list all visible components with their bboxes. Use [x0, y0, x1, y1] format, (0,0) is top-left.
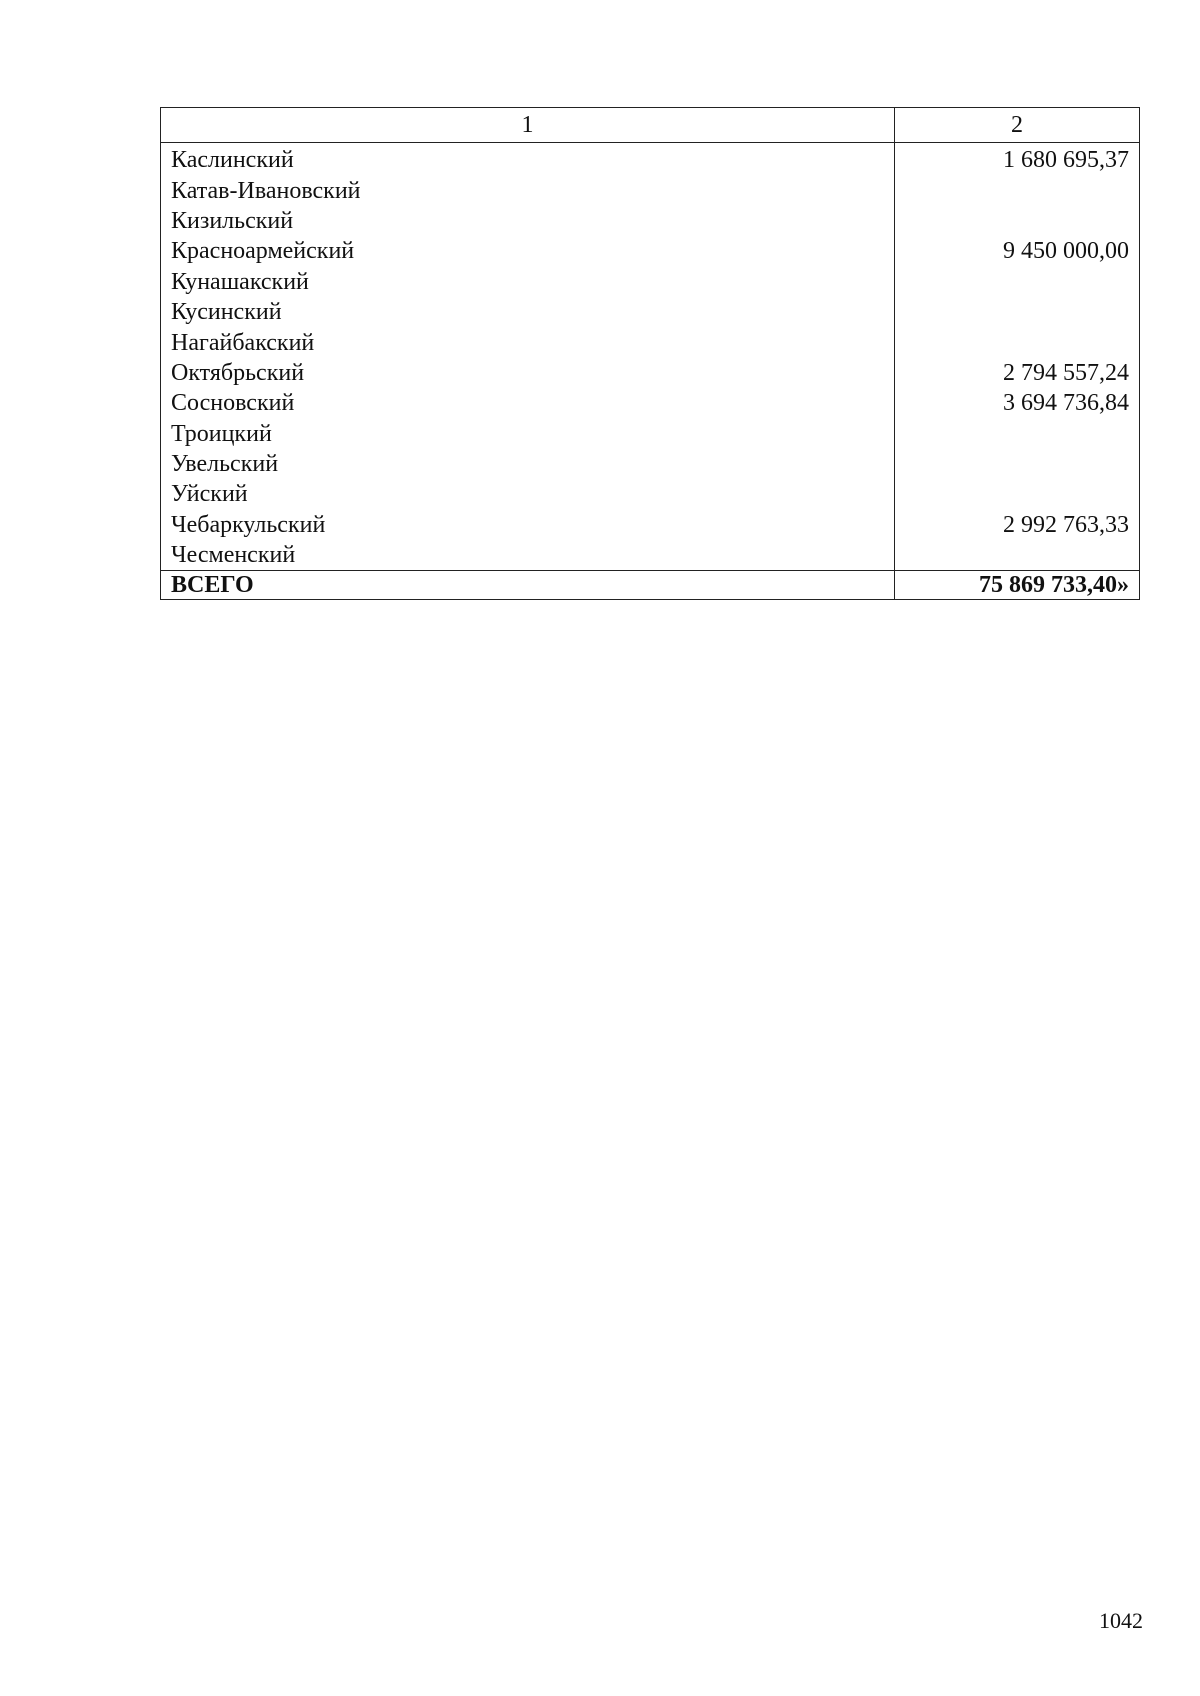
amount-value	[895, 479, 1140, 509]
table-row	[161, 297, 1140, 327]
amount-value	[895, 449, 1140, 479]
amount-value: 1 680 695,37	[895, 143, 1140, 176]
amount-value	[895, 327, 1140, 357]
page-number: 1042	[1099, 1608, 1143, 1633]
amount-value	[895, 297, 1140, 327]
district-name: Чебаркульский	[161, 510, 895, 540]
district-name: Красноармейский	[161, 236, 895, 266]
amount-value: 3 694 736,84	[895, 388, 1140, 418]
table-row	[161, 143, 1140, 176]
budget-table	[160, 107, 1140, 600]
district-name: Троицкий	[161, 419, 895, 449]
amount-value: 2 794 557,24	[895, 358, 1140, 388]
district-name: Сосновский	[161, 388, 895, 418]
amount-value	[895, 175, 1140, 205]
amount-value: 9 450 000,00	[895, 236, 1140, 266]
amount-value	[895, 540, 1140, 571]
table-row	[161, 236, 1140, 266]
amount-value	[895, 267, 1140, 297]
amount-value	[895, 206, 1140, 236]
district-name: Катав-Ивановский	[161, 175, 895, 205]
table-row	[161, 358, 1140, 388]
amount-value: 2 992 763,33	[895, 510, 1140, 540]
district-name: Чесменский	[161, 540, 895, 571]
district-name: Кизильский	[161, 206, 895, 236]
table-row	[161, 510, 1140, 540]
table-row	[161, 388, 1140, 418]
district-name: Кусинский	[161, 297, 895, 327]
total-row	[161, 571, 1140, 600]
total-label: ВСЕГО	[161, 571, 895, 600]
table-row	[161, 479, 1140, 509]
district-name: Кунашакский	[161, 267, 895, 297]
total-value: 75 869 733,40»	[895, 571, 1140, 600]
table-row	[161, 206, 1140, 236]
district-name: Каслинский	[161, 143, 895, 176]
table-row	[161, 449, 1140, 479]
table-row	[161, 540, 1140, 571]
table-row	[161, 175, 1140, 205]
table-row	[161, 327, 1140, 357]
column-header-1: 1	[161, 108, 895, 143]
district-name: Октябрьский	[161, 358, 895, 388]
district-name: Увельский	[161, 449, 895, 479]
table-row	[161, 419, 1140, 449]
district-name: Уйский	[161, 479, 895, 509]
amount-value	[895, 419, 1140, 449]
header-row	[161, 108, 1140, 143]
column-header-2: 2	[895, 108, 1140, 143]
district-name: Нагайбакский	[161, 327, 895, 357]
table-row	[161, 267, 1140, 297]
